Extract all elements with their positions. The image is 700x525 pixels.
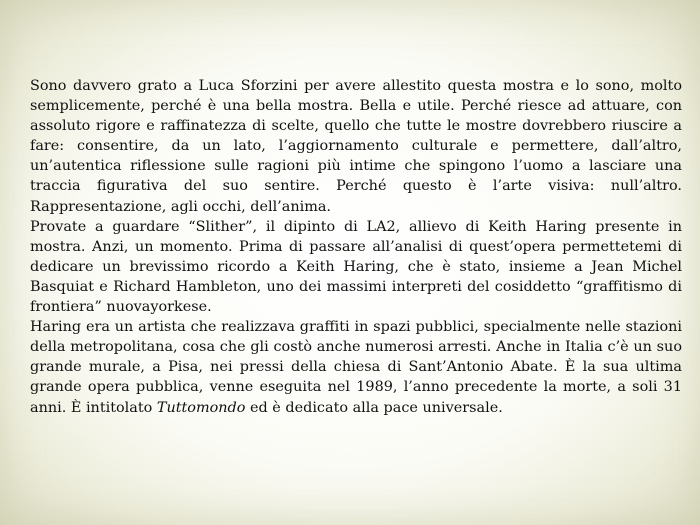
artwork-title: Tuttomondo — [156, 399, 246, 416]
paragraph-slither: Provate a guardare “Slither”, il dipinto di LA2, allievo di Keith Haring presente in mostra. Anzi, un momento. Prima di passare all’analisi di quest’opera permettetemi di dedicare un brevissimo ricordo a Keith Haring, che è stato, insieme a Jean Michel Basquiat e Richard Hambleton, uno dei massimi interpreti del cosiddetto “graffitismo di frontiera” nuovayorkese. — [30, 218, 682, 316]
paragraph-haring-text-before: Haring era un artista che realizzava graffiti in spazi pubblici, specialmente nelle stazioni della metropolitana, cosa che gli costò anche numerosi arresti. Anche in Italia c’è un suo grande murale, a Pisa, nei pressi della chiesa di Sant’Antonio Abate. È la sua ultima grande opera pubblica, venne eseguita nel 1989, l’anno precedente la morte, a soli 31 anni. È intitolato — [30, 319, 682, 416]
paragraph-haring-text-after: ed è dedicato alla pace universale. — [245, 399, 503, 416]
paragraph-haring — [30, 317, 682, 417]
body-text — [30, 76, 682, 418]
paragraph-intro: Sono davvero grato a Luca Sforzini per avere allestito questa mostra e lo sono, molto semplicemente, perché è una bella mostra. Bella e utile. Perché riesce ad attuare, con assoluto rigore e raffinatezza di scelte, quello che tutte le mostre dovrebbero riuscire a fare: consentire, da un lato, l’aggiornamento culturale e permettere, dall’altro, un’autentica riflessione sulle ragioni più intime che spingono l’uomo a lasciare una traccia figurativa del suo sentire. Perché questo è l’arte visiva: null’altro. Rappresentazione, agli occhi, dell’anima. — [30, 78, 682, 215]
